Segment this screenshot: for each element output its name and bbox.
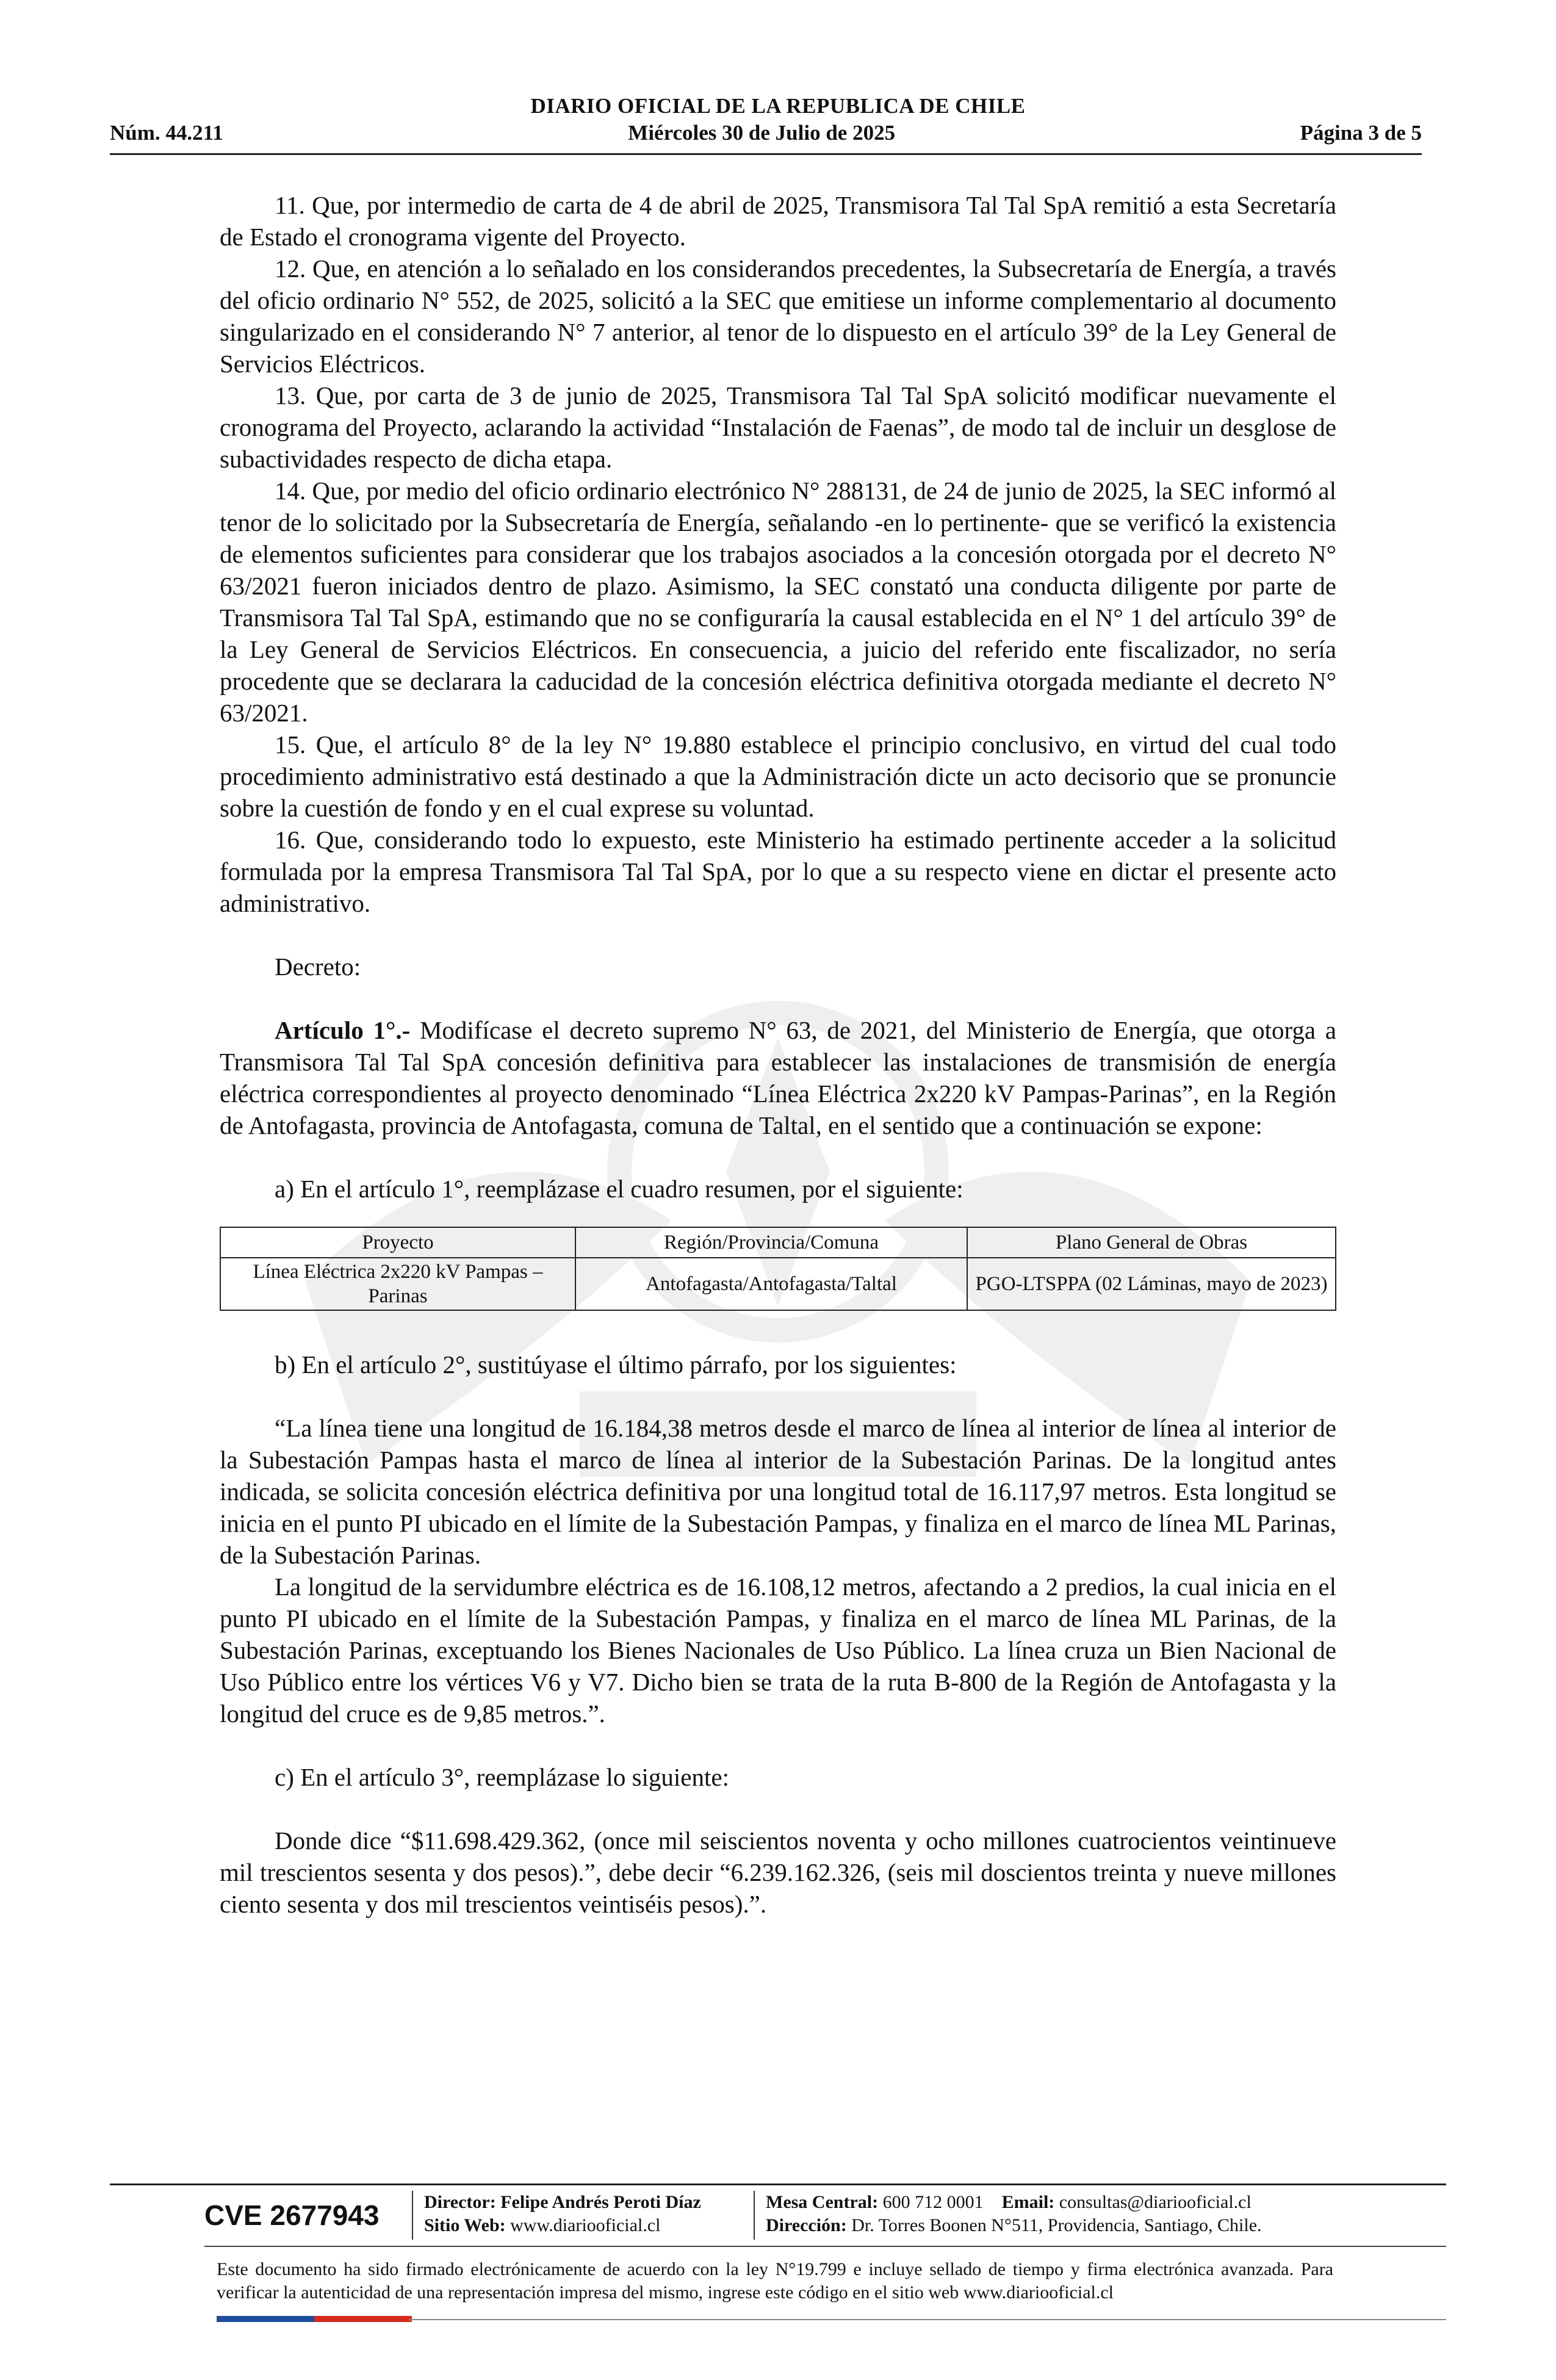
- summary-table: [220, 1227, 1336, 1311]
- item-a: a) En el artículo 1°, reemplázase el cuadro resumen, por el siguiente:: [275, 1175, 963, 1203]
- director-name: Felipe Andrés Peroti Díaz: [500, 2192, 701, 2212]
- item-c: c) En el artículo 3°, reemplázase lo siguiente:: [275, 1763, 729, 1791]
- address: Dr. Torres Boonen N°511, Providencia, Santiago, Chile.: [851, 2215, 1262, 2235]
- table-cell: Antofagasta/Antofagasta/Taltal: [575, 1258, 967, 1310]
- phone-number: 600 712 0001: [882, 2192, 984, 2212]
- table-header: Plano General de Obras: [967, 1227, 1336, 1258]
- header-divider: [110, 153, 1422, 155]
- paragraph-15: 15. Que, el artículo 8° de la ley N° 19.880 establece el principio conclusivo, en virtud del cual todo procedimiento administrativo está destinado a que la Administración dicte un acto decisorio que se pronuncie sobre la cuestión de fondo y en el cual exprese su voluntad.: [220, 730, 1336, 822]
- paragraph-14: 14. Que, por medio del oficio ordinario electrónico N° 288131, de 24 de junio de 2025, la SEC informó al tenor de lo solicitado por la Subsecretaría de Energía, señalando -en lo pertinente- que se verificó la existencia de elementos suficientes para considerar que los trabajos asociados a la concesión otorgada por el decreto N° 63/2021 fueron iniciados dentro de plazo. Asimismo, la SEC constató una conducta diligente por parte de Transmisora Tal Tal SpA, estimando que no se configuraría la causal establecida en el N° 1 del artículo 39° de la Ley General de Servicios Eléctricos. En consecuencia, a juicio del referido ente fiscalizador, no sería procedente que se declarara la caducidad de la concesión eléctrica definitiva otorgada mediante el decreto N° 63/2021.: [220, 477, 1336, 727]
- footer-contact-block: Mesa Central: 600 712 0001 Email: consultas@diariooficial.cl Dirección: Dr. Torres Boonen N°511, Providencia, Santiago, Chile.: [754, 2191, 1437, 2240]
- page-indicator: Página 3 de 5: [1300, 121, 1422, 145]
- website-link[interactable]: www.diariooficial.cl: [510, 2215, 661, 2235]
- signature-note: Este documento ha sido firmado electrónicamente de acuerdo con la ley N°19.799 e incluye sellado de tiempo y firma electrónica avanzada. Para verificar la autenticidad de una representación impresa del mismo, ingrese este código en el sitio web www.diariooficial.cl: [217, 2259, 1333, 2302]
- chile-flag-stripe: [217, 2316, 412, 2322]
- header-row: [110, 121, 1422, 145]
- document-body: [220, 189, 1336, 1920]
- table-header: Región/Provincia/Comuna: [575, 1227, 967, 1258]
- cve-code: CVE 2677943: [204, 2199, 380, 2231]
- footer-divider-2: [204, 2246, 1446, 2247]
- flag-red-stripe: [314, 2316, 412, 2322]
- issue-date: Miércoles 30 de Julio de 2025: [628, 121, 896, 145]
- article-1-text: Modifícase el decreto supremo N° 63, de 2021, del Ministerio de Energía, que otorga a Transmisora Tal Tal SpA concesión definitiva para establecer las instalaciones de transmisión de energía eléctrica correspondientes al proyecto denominado “Línea Eléctrica 2x220 kV Pampas-Parinas”, en la Región de Antofagasta, provincia de Antofagasta, comuna de Taltal, en el sentido que a continuación se expone:: [220, 1016, 1337, 1139]
- article-1: [220, 1014, 1336, 1141]
- table-header: Proyecto: [220, 1227, 575, 1258]
- decreto-heading: Decreto:: [275, 953, 361, 981]
- footer-divider-3: [409, 2319, 1446, 2320]
- paragraph-12: 12. Que, en atención a lo señalado en los considerandos precedentes, la Subsecretaría de Energía, a través del oficio ordinario N° 552, de 2025, solicitó a la SEC que emitiese un informe complementario al documento singularizado en el considerando N° 7 anterior, al tenor de lo dispuesto en el artículo 39° de la Ley General de Servicios Eléctricos.: [220, 254, 1336, 378]
- flag-blue-stripe: [217, 2316, 314, 2322]
- footer-director-block: Director: Felipe Andrés Peroti Díaz Sitio Web: www.diariooficial.cl: [412, 2191, 754, 2240]
- item-c-text: Donde dice “$11.698.429.362, (once mil seiscientos noventa y ocho millones cuatrocientos veintinueve mil trescientos sesenta y dos pesos).”, debe decir “6.239.162.326, (seis mil doscientos treinta y nueve millones ciento sesenta y dos mil trescientos veintiséis pesos).”.: [220, 1826, 1336, 1918]
- email-link[interactable]: consultas@diariooficial.cl: [1059, 2192, 1252, 2212]
- newspaper-title: DIARIO OFICIAL DE LA REPUBLICA DE CHILE: [530, 94, 1026, 118]
- paragraph-13: 13. Que, por carta de 3 de junio de 2025, Transmisora Tal Tal SpA solicitó modificar nuevamente el cronograma del Proyecto, aclarando la actividad “Instalación de Faenas”, de modo tal de incluir un desglose de subactividades respecto de dicha etapa.: [220, 381, 1336, 473]
- quote-paragraph-2: La longitud de la servidumbre eléctrica es de 16.108,12 metros, afectando a 2 predios, la cual inicia en el punto PI ubicado en el límite de la Subestación Pampas, y finaliza en el marco de línea ML Parinas, de la Subestación Parinas, exceptuando los Bienes Nacionales de Uso Público. La línea cruza un Bien Nacional de Uso Público entre los vértices V6 y V7. Dicho bien se trata de la ruta B-800 de la Región de Antofagasta y la longitud del cruce es de 9,85 metros.”.: [220, 1573, 1336, 1728]
- footer-info: [204, 2191, 1425, 2240]
- paragraph-16: 16. Que, considerando todo lo expuesto, este Ministerio ha estimado pertinente acceder a la solicitud formulada por la empresa Transmisora Tal Tal SpA, por lo que a su respecto viene en dictar el presente acto administrativo.: [220, 826, 1336, 917]
- article-1-label: Artículo 1°.-: [275, 1016, 411, 1044]
- table-row: [220, 1258, 1336, 1310]
- quote-paragraph-1: “La línea tiene una longitud de 16.184,38 metros desde el marco de línea al interior de línea al interior de la Subestación Pampas hasta el marco de línea al interior de la Subestación Parinas. De la longitud antes indicada, se solicita concesión eléctrica definitiva por una longitud total de 16.117,97 metros. Esta longitud se inicia en el punto PI ubicado en el límite de la Subestación Pampas, y finaliza en el marco de línea ML Parinas, de la Subestación Parinas.: [220, 1414, 1336, 1569]
- paragraph-11: 11. Que, por intermedio de carta de 4 de abril de 2025, Transmisora Tal Tal SpA remitió a esta Secretaría de Estado el cronograma vigente del Proyecto.: [220, 191, 1336, 251]
- table-cell: Línea Eléctrica 2x220 kV Pampas – Parinas: [220, 1258, 575, 1310]
- issue-number: Núm. 44.211: [110, 121, 223, 145]
- table-cell: PGO-LTSPPA (02 Láminas, mayo de 2023): [967, 1258, 1336, 1310]
- footer-divider: [110, 2183, 1446, 2185]
- item-b: b) En el artículo 2°, sustitúyase el último párrafo, por los siguientes:: [275, 1350, 957, 1379]
